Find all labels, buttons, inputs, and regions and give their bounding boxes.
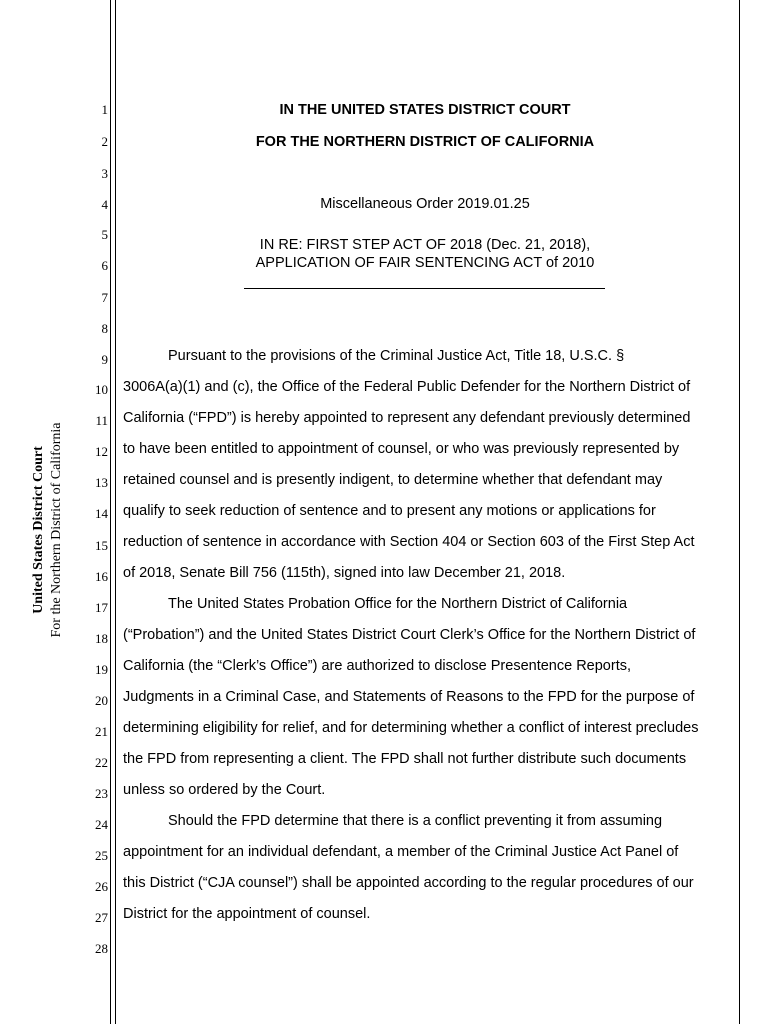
left-margin-rule-inner <box>115 0 116 1024</box>
line-number: 13 <box>95 475 108 490</box>
line-number: 23 <box>95 786 108 801</box>
line-number: 3 <box>101 166 108 181</box>
order-title: Miscellaneous Order 2019.01.25 <box>320 196 530 212</box>
caption-court-name: United States District Court <box>31 446 46 614</box>
line-number: 10 <box>95 382 108 397</box>
body-line: qualify to seek reduction of sentence and to present any motions or applications for <box>123 503 656 519</box>
line-number: 9 <box>101 352 108 367</box>
body-line: Pursuant to the provisions of the Criminal Justice Act, Title 18, U.S.C. § <box>168 348 625 364</box>
line-number: 16 <box>95 569 108 584</box>
body-line: this District (“CJA counsel”) shall be appointed according to the regular procedures of our <box>123 875 694 891</box>
body-line: Judgments in a Criminal Case, and Statements of Reasons to the FPD for the purpose of <box>123 689 695 705</box>
body-line: determining eligibility for relief, and for determining whether a conflict of interest precludes <box>123 720 699 736</box>
line-number: 4 <box>101 197 108 212</box>
caption-underline <box>244 288 605 289</box>
body-line: District for the appointment of counsel. <box>123 906 371 922</box>
line-number: 27 <box>95 910 108 925</box>
court-title-line2: FOR THE NORTHERN DISTRICT OF CALIFORNIA <box>255 134 595 150</box>
line-number: 22 <box>95 755 108 770</box>
line-number: 17 <box>95 600 108 615</box>
body-line: appointment for an individual defendant, a member of the Criminal Justice Act Panel of <box>123 844 679 860</box>
line-number: 1 <box>101 102 108 117</box>
line-number: 12 <box>95 444 108 459</box>
right-margin-rule <box>739 0 740 1024</box>
line-number: 28 <box>95 941 108 956</box>
line-number: 11 <box>95 413 108 428</box>
in-re-line1: IN RE: FIRST STEP ACT OF 2018 (Dec. 21, 2018), <box>259 237 591 253</box>
line-number: 26 <box>95 879 108 894</box>
body-line: reduction of sentence in accordance with Section 404 or Section 603 of the First Step Act <box>123 534 695 550</box>
line-number: 7 <box>101 290 108 305</box>
line-number: 2 <box>101 134 108 149</box>
court-title-line1: IN THE UNITED STATES DISTRICT COURT <box>279 102 571 118</box>
left-margin-rule <box>110 0 111 1024</box>
body-line: The United States Probation Office for the Northern District of California <box>168 596 628 612</box>
caption-district: For the Northern District of California <box>49 422 64 638</box>
body-line: to have been entitled to appointment of counsel, or who was previously represented by <box>123 441 680 457</box>
line-number: 8 <box>101 321 108 336</box>
in-re-line2: APPLICATION OF FAIR SENTENCING ACT of 2010 <box>255 255 595 271</box>
body-line: California (“FPD”) is hereby appointed to represent any defendant previously determined <box>123 410 691 426</box>
body-line: unless so ordered by the Court. <box>123 782 326 798</box>
line-number: 6 <box>101 258 108 273</box>
line-number: 20 <box>95 693 108 708</box>
body-line: of 2018, Senate Bill 756 (115th), signed into law December 21, 2018. <box>123 565 566 581</box>
line-number: 19 <box>95 662 108 677</box>
body-line: (“Probation”) and the United States District Court Clerk’s Office for the Northern District of <box>123 627 696 643</box>
line-number: 15 <box>95 538 108 553</box>
body-line: California (the “Clerk’s Office”) are authorized to disclose Presentence Reports, <box>123 658 631 674</box>
line-number: 18 <box>95 631 108 646</box>
body-line: retained counsel and is presently indigent, to determine whether that defendant may <box>123 472 663 488</box>
line-number: 14 <box>95 506 108 521</box>
line-number: 5 <box>101 227 108 242</box>
line-number: 25 <box>95 848 108 863</box>
line-number: 24 <box>95 817 108 832</box>
line-number: 21 <box>95 724 108 739</box>
body-line: Should the FPD determine that there is a conflict preventing it from assuming <box>168 813 663 829</box>
body-line: 3006A(a)(1) and (c), the Office of the Federal Public Defender for the Northern District of <box>123 379 691 395</box>
body-line: the FPD from representing a client. The FPD shall not further distribute such documents <box>123 751 687 767</box>
